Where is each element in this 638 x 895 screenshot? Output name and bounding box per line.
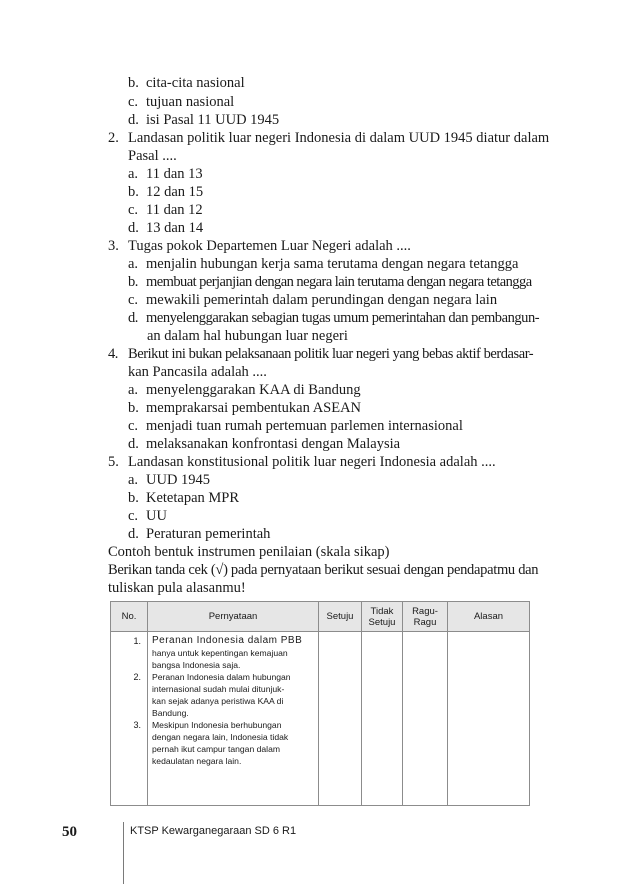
row-number-3: 3. (133, 720, 141, 730)
statement-3-line-1: Meskipun Indonesia berhubungan (152, 720, 282, 730)
q5-option-a: a. UUD 1945 (128, 472, 211, 488)
q2-stem: 2. Landasan politik luar negeri Indonesia di dalam UUD 1945 diatur dalam (108, 130, 550, 146)
setuju-check-cell[interactable] (319, 632, 362, 806)
q3-option-d-cont: an dalam hal hubungan luar negeri (147, 328, 348, 344)
footer-book-title: KTSP Kewarganegaraan SD 6 R1 (130, 825, 297, 837)
statement-3-line-4: kedaulatan negara lain. (152, 756, 242, 766)
header-setuju-label: Setuju (368, 616, 396, 628)
ragu-ragu-check-cell[interactable] (403, 632, 448, 806)
header-alasan: Alasan (448, 602, 530, 632)
row-number-2: 2. (133, 672, 141, 682)
q4-option-c: c. menjadi tuan rumah pertemuan parlemen internasional (128, 418, 463, 434)
q4-option-d: d. melaksanakan konfrontasi dengan Malaysia (128, 436, 401, 452)
statement-1-line-3: bangsa Indonesia saja. (152, 660, 241, 670)
header-tidak-setuju (362, 602, 403, 632)
statement-3-line-2: dengan negara lain, Indonesia tidak (152, 732, 289, 742)
statement-2-line-4: Bandung. (152, 708, 189, 718)
alasan-input-cell[interactable] (448, 632, 530, 806)
q5-option-d: d. Peraturan pemerintah (128, 526, 271, 542)
page-number: 50 (62, 824, 77, 840)
tidak-setuju-check-cell[interactable] (362, 632, 403, 806)
row-numbers-cell (111, 632, 148, 806)
header-no: No. (111, 602, 148, 632)
statement-2-line-2: internasional sudah mulai ditunjuk- (152, 684, 285, 694)
q5-stem: 5. Landasan konstitusional politik luar negeri Indonesia adalah .... (108, 454, 496, 470)
q3-option-d: d. menyelenggarakan sebagian tugas umum pemerintahan dan pembangun- (128, 310, 540, 326)
row-number-1: 1. (133, 636, 141, 646)
q1-option-c: c. tujuan nasional (128, 94, 235, 110)
statement-2-line-3: kan sejak adanya peristiwa KAA di (152, 696, 284, 706)
q5-option-c: c. UU (128, 508, 167, 524)
q3-option-b: b. membuat perjanjian dengan negara lain terutama dengan negara tetangga (128, 274, 532, 290)
q2-option-a: a. 11 dan 13 (128, 166, 203, 182)
table-row (111, 632, 530, 806)
q2-option-d: d. 13 dan 14 (128, 220, 204, 236)
statement-3-line-3: pernah ikut campur tangan dalam (152, 744, 281, 754)
header-tidak-label: Tidak (370, 605, 394, 617)
q2-stem-cont: Pasal .... (128, 148, 177, 164)
q1-option-b: b. cita-cita nasional (128, 75, 245, 91)
instructions-body: Berikan tanda cek (√) pada pernyataan berikut sesuai dengan pendapatmu dan (108, 562, 539, 578)
statement-2-line-1: Peranan Indonesia dalam hubungan (152, 672, 291, 682)
q4-option-a: a. menyelenggarakan KAA di Bandung (128, 382, 361, 398)
header-setuju: Setuju (319, 602, 362, 632)
header-ragu-label-2: Ragu (413, 616, 437, 628)
table-header-row (111, 602, 530, 632)
q3-stem: 3. Tugas pokok Departemen Luar Negeri adalah .... (108, 238, 411, 254)
q4-stem-cont: kan Pancasila adalah .... (128, 364, 267, 380)
statement-1-line-1: Peranan Indonesia dalam PBB (152, 635, 303, 646)
q4-stem: 4. Berikut ini bukan pelaksanaan politik luar negeri yang bebas aktif berdasar- (108, 346, 534, 362)
footer-divider (123, 822, 124, 884)
header-pernyataan: Pernyataan (148, 602, 319, 632)
q4-option-b: b. memprakarsai pembentukan ASEAN (128, 400, 362, 416)
q3-option-a: a. menjalin hubungan kerja sama terutama dengan negara tetangga (128, 256, 519, 272)
header-ragu-label-1: Ragu- (412, 605, 438, 617)
statement-1-line-2: hanya untuk kepentingan kemajuan (152, 648, 288, 658)
q2-option-c: c. 11 dan 12 (128, 202, 203, 218)
instructions-body-cont: tuliskan pula alasanmu! (108, 580, 246, 596)
q5-option-b: b. Ketetapan MPR (128, 490, 240, 506)
q1-option-d: d. isi Pasal 11 UUD 1945 (128, 112, 280, 128)
attitude-scale-table (110, 601, 530, 806)
q2-option-b: b. 12 dan 15 (128, 184, 204, 200)
header-ragu-ragu (403, 602, 448, 632)
instructions-title: Contoh bentuk instrumen penilaian (skala sikap) (108, 544, 390, 560)
statements-cell (148, 632, 319, 806)
q3-option-c: c. mewakili pemerintah dalam perundingan dengan negara lain (128, 292, 498, 308)
